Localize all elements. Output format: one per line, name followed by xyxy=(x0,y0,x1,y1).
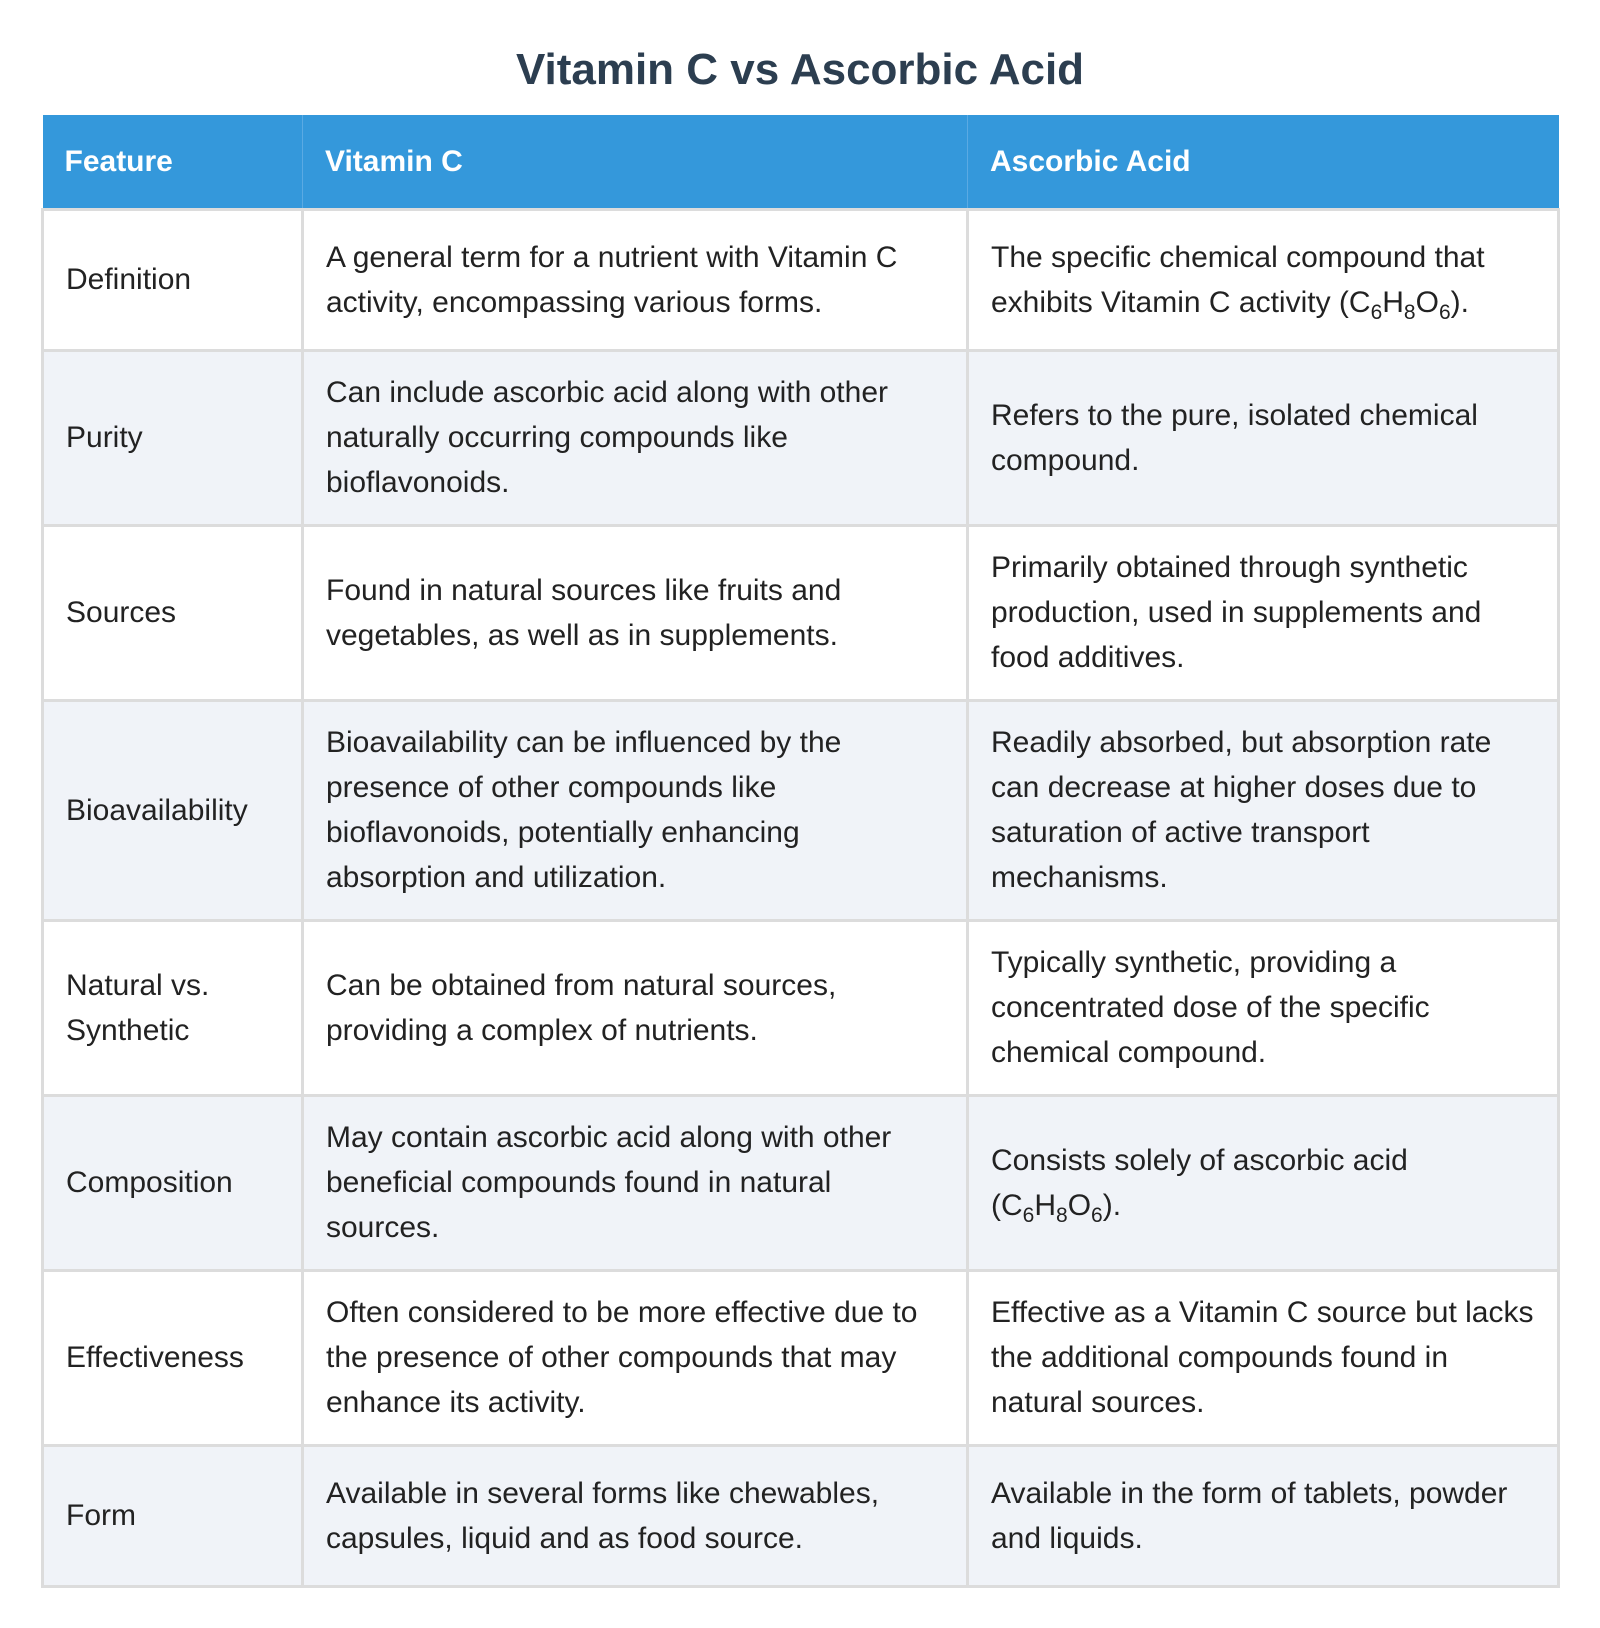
cell-ascorbic-acid: Typically synthetic, providing a concentrated dose of the specific chemical compound. xyxy=(968,920,1559,1095)
cell-ascorbic-acid: Effective as a Vitamin C source but lacks the additional compounds found in natural sources. xyxy=(968,1270,1559,1445)
table-row xyxy=(43,525,1559,700)
formula-text: O xyxy=(1067,1188,1092,1222)
comparison-table-container xyxy=(41,115,1557,1588)
header-feature: Feature xyxy=(43,115,303,209)
subscript: 6 xyxy=(1370,300,1383,324)
subscript: 6 xyxy=(1022,1203,1035,1227)
cell-ascorbic-acid: Primarily obtained through synthetic production, used in supplements and food additives. xyxy=(968,525,1559,700)
comparison-table xyxy=(41,115,1560,1588)
cell-ascorbic-acid: Available in the form of tablets, powder and liquids. xyxy=(968,1445,1559,1586)
cell-ascorbic-acid: Readily absorbed, but absorption rate can decrease at higher doses due to saturation of active transport mechanisms. xyxy=(968,700,1559,920)
cell-feature: Form xyxy=(43,1445,303,1586)
formula-text: O xyxy=(1415,285,1439,319)
cell-vitamin-c: Bioavailability can be influenced by the presence of other compounds like bioflavonoids, potentially enhancing absorption and utilization. xyxy=(303,700,968,920)
formula-text: H xyxy=(1034,1188,1057,1222)
cell-vitamin-c: May contain ascorbic acid along with other beneficial compounds found in natural sources. xyxy=(303,1095,968,1270)
cell-vitamin-c: Found in natural sources like fruits and vegetables, as well as in supplements. xyxy=(303,525,968,700)
cell-feature: Natural vs. Synthetic xyxy=(43,920,303,1095)
subscript: 6 xyxy=(1091,1203,1103,1227)
cell-vitamin-c: A general term for a nutrient with Vitamin C activity, encompassing various forms. xyxy=(303,209,968,350)
subscript: 8 xyxy=(1403,300,1416,324)
formula-text: H xyxy=(1382,285,1404,319)
cell-ascorbic-acid: Refers to the pure, isolated chemical compound. xyxy=(968,350,1559,525)
page-title: Vitamin C vs Ascorbic Acid xyxy=(515,45,1085,94)
cell-feature: Effectiveness xyxy=(43,1270,303,1445)
formula-text: ). xyxy=(1450,285,1469,319)
cell-ascorbic-acid xyxy=(968,209,1559,350)
table-row xyxy=(43,209,1559,350)
table-row xyxy=(43,350,1559,525)
subscript: 6 xyxy=(1438,300,1451,324)
table-header-row xyxy=(43,115,1559,209)
formula-text: The specific chemical compound that exhibits Vitamin C activity (C xyxy=(991,240,1485,319)
table-row xyxy=(43,1445,1559,1586)
header-vitamin-c: Vitamin C xyxy=(303,115,968,209)
cell-vitamin-c: Can include ascorbic acid along with other naturally occurring compounds like bioflavonoids. xyxy=(303,350,968,525)
cell-vitamin-c: Available in several forms like chewables, capsules, liquid and as food source. xyxy=(303,1445,968,1586)
table-row xyxy=(43,1270,1559,1445)
table-row xyxy=(43,700,1559,920)
table-row xyxy=(43,920,1559,1095)
table-row xyxy=(43,1095,1559,1270)
cell-feature: Purity xyxy=(43,350,303,525)
formula-text: ). xyxy=(1102,1188,1122,1222)
cell-vitamin-c: Often considered to be more effective due to the presence of other compounds that may enhance its activity. xyxy=(303,1270,968,1445)
cell-vitamin-c: Can be obtained from natural sources, providing a complex of nutrients. xyxy=(303,920,968,1095)
cell-feature: Sources xyxy=(43,525,303,700)
header-ascorbic-acid: Ascorbic Acid xyxy=(990,144,1191,178)
formula-text: Consists solely of ascorbic acid (C xyxy=(991,1143,1408,1222)
subscript: 8 xyxy=(1056,1203,1068,1227)
cell-feature: Bioavailability xyxy=(43,700,303,920)
cell-feature: Definition xyxy=(43,209,303,350)
cell-ascorbic-acid xyxy=(968,1095,1559,1270)
cell-feature: Composition xyxy=(43,1095,303,1270)
